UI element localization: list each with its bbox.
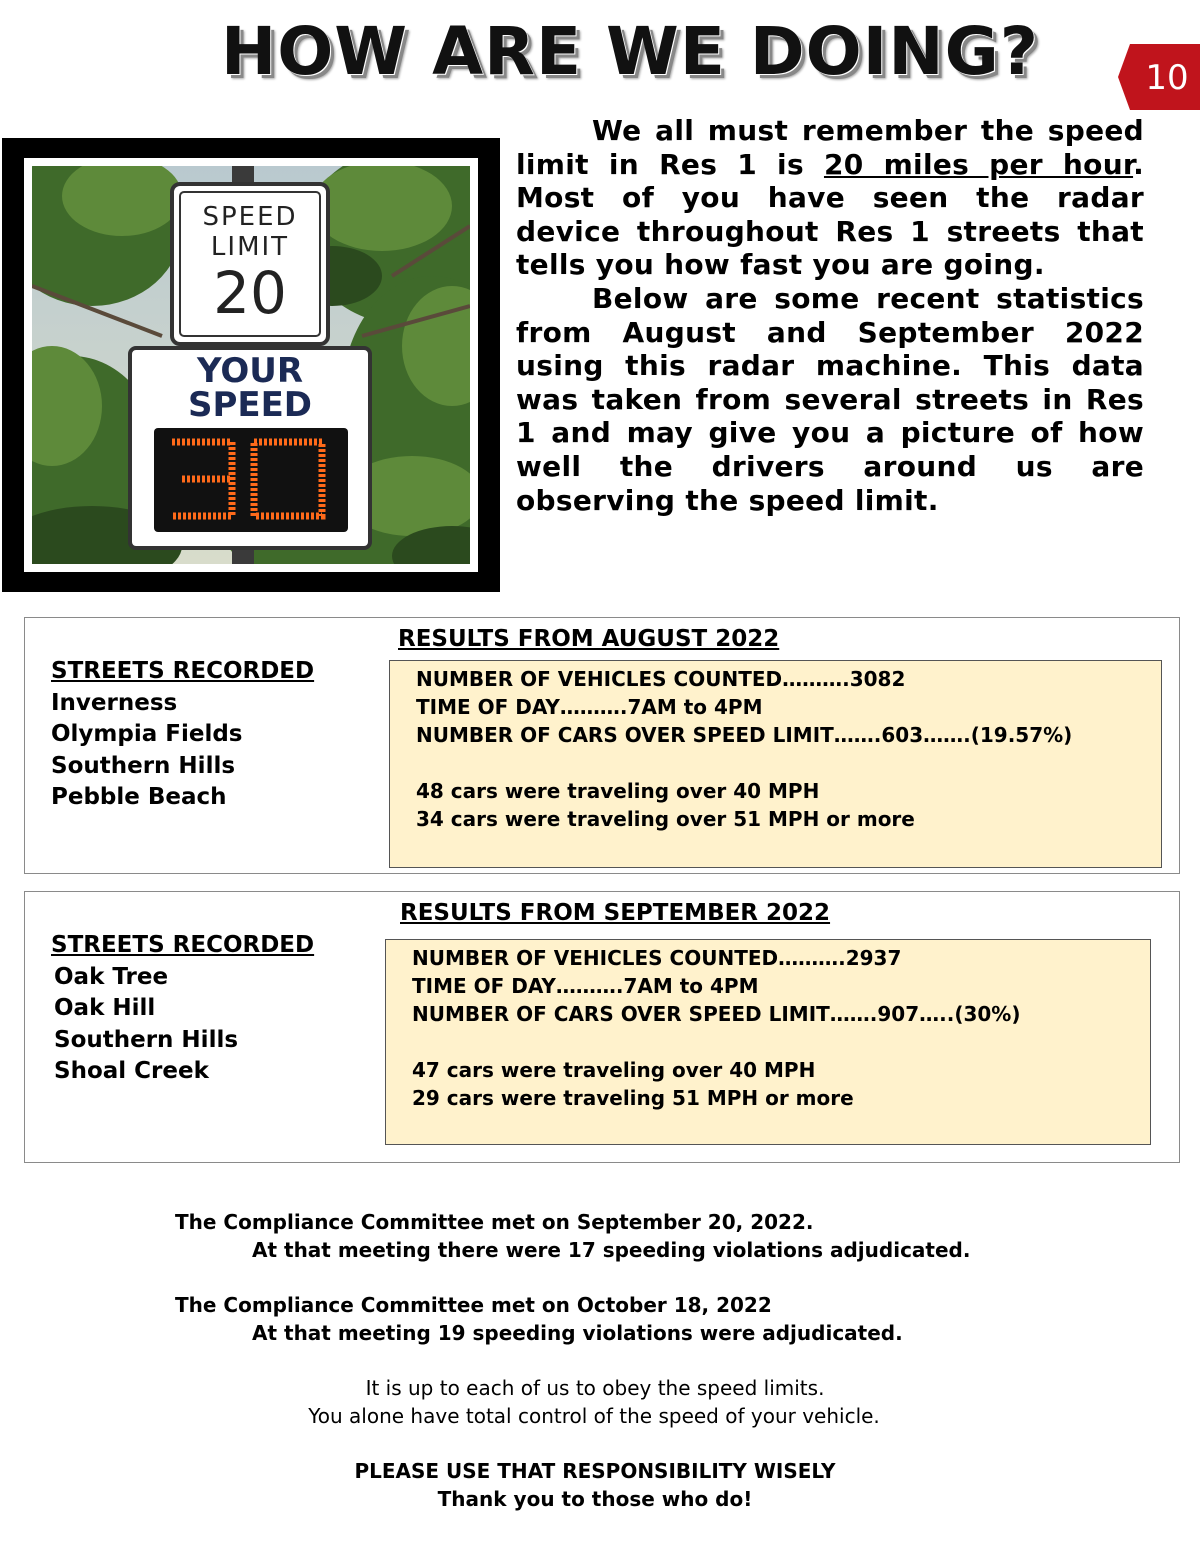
september-stats-box xyxy=(385,939,1151,1145)
september-streets xyxy=(51,930,314,1088)
sign-limit-text: LIMIT xyxy=(210,232,290,262)
speed-limit-emphasis: 20 miles per hour xyxy=(823,147,1134,181)
street-item: Olympia Fields xyxy=(51,721,243,747)
cars-over-51: 34 cars were traveling over 51 MPH or more xyxy=(416,807,915,831)
time-of-day: TIME OF DAY……….7AM to 4PM xyxy=(416,695,763,719)
time-of-day: TIME OF DAY……….7AM to 4PM xyxy=(412,974,759,998)
page-number: 10 xyxy=(1145,58,1189,98)
street-item: Oak Hill xyxy=(54,995,156,1021)
street-item: Southern Hills xyxy=(54,1026,239,1053)
committee-meeting-1: The Compliance Committee met on September 20, 2022. At that meeting there were 17 speeding violations adjudicated. xyxy=(175,1210,971,1262)
page-title: HOW ARE WE DOING? xyxy=(220,13,1040,90)
closing-message: It is up to each of us to obey the speed limits. You alone have total control of the speed of your vehicle. xyxy=(308,1376,880,1428)
cars-over-40: 48 cars were traveling over 40 MPH xyxy=(416,779,820,803)
street-item: Oak Tree xyxy=(54,963,169,990)
september-results-panel xyxy=(24,891,1180,1163)
speed-sign-photo xyxy=(2,138,500,592)
august-streets xyxy=(51,656,314,814)
cars-over-limit: NUMBER OF CARS OVER SPEED LIMIT…….603…….(19.57%) xyxy=(416,723,1073,747)
september-heading: RESULTS FROM SEPTEMBER 2022 xyxy=(400,900,831,926)
cars-over-limit: NUMBER OF CARS OVER SPEED LIMIT…….907…..(30%) xyxy=(412,1002,1021,1026)
sign-your-text: YOUR xyxy=(196,351,304,391)
august-stats-box xyxy=(389,660,1162,868)
street-item: Pebble Beach xyxy=(51,784,227,810)
sign-speed-text: SPEED xyxy=(202,202,298,232)
cars-over-40: 47 cars were traveling over 40 MPH xyxy=(412,1058,816,1082)
closing-call-to-action: PLEASE USE THAT RESPONSIBILITY WISELY Thank you to those who do! xyxy=(354,1459,836,1511)
intro-paragraph-2: Below are some recent statistics from August and September 2022 using this radar machine. This data was taken from several streets in Res 1 and may give you a picture of how well the drivers around us are observing the speed limit. xyxy=(516,281,1144,517)
sign-limit-value: 20 xyxy=(213,259,287,327)
august-heading: RESULTS FROM AUGUST 2022 xyxy=(398,626,780,652)
streets-recorded-header: STREETS RECORDED xyxy=(51,932,315,958)
street-item: Inverness xyxy=(51,689,178,716)
august-results-panel xyxy=(24,617,1180,874)
vehicles-counted: NUMBER OF VEHICLES COUNTED……….3082 xyxy=(416,667,906,691)
cars-over-51: 29 cars were traveling 51 MPH or more xyxy=(412,1086,854,1110)
sign-speed2-text: SPEED xyxy=(187,385,313,425)
vehicles-counted: NUMBER OF VEHICLES COUNTED……….2937 xyxy=(412,946,902,970)
street-item: Southern Hills xyxy=(51,752,236,779)
street-item: Shoal Creek xyxy=(54,1058,209,1084)
streets-recorded-header: STREETS RECORDED xyxy=(51,658,315,684)
committee-meeting-2: The Compliance Committee met on October 18, 2022 At that meeting 19 speeding violations were adjudicated. xyxy=(175,1293,903,1345)
intro-text: We all must remember the speed limit in Res 1 is 20 miles per hour. Most of you have seen the radar device throughout Res 1 streets that tells you how fast you are going. Below are some recent statistics from August and September 2022 using this radar machine. This data was taken from several streets in Res 1 and may give you a picture of how well the drivers around us are observing the speed limit. xyxy=(516,114,1144,517)
